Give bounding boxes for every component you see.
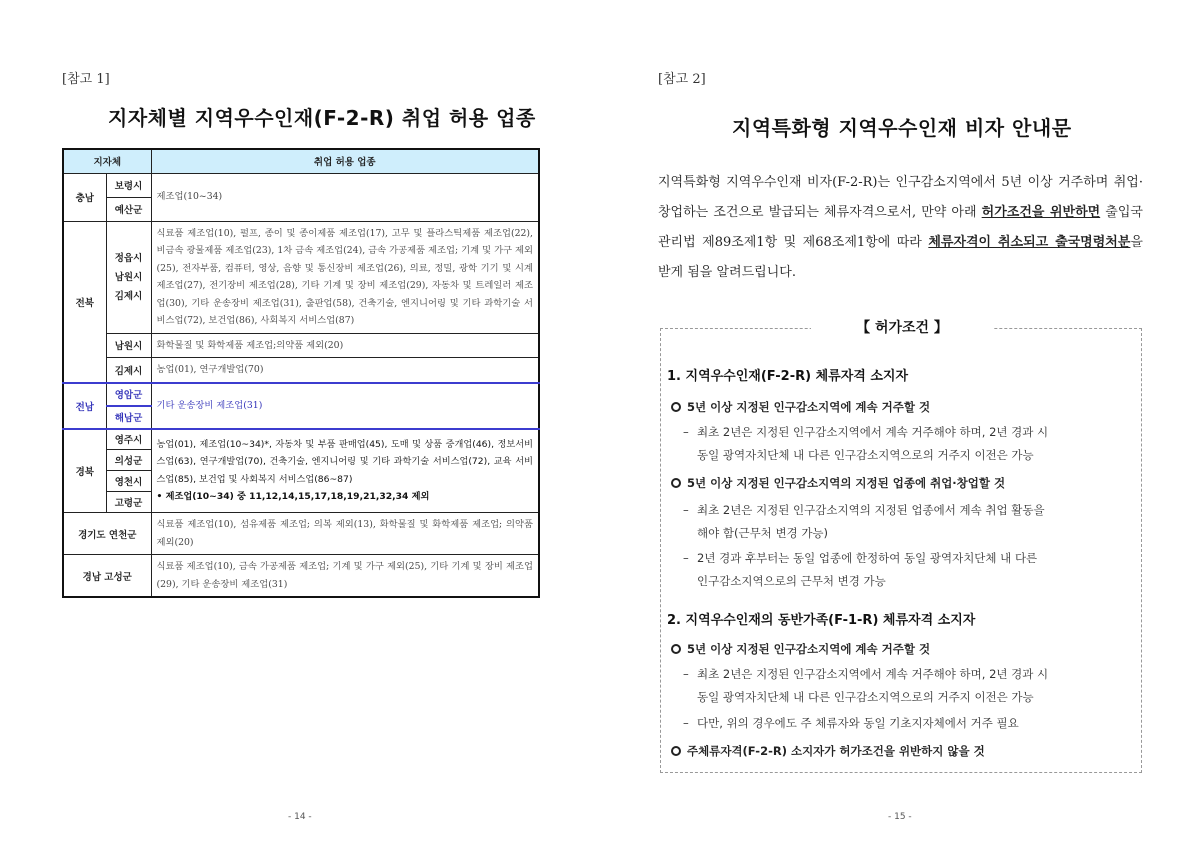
region-cell: 경남 고성군	[63, 555, 151, 598]
bullet-text: 주체류자격(F-2-R) 소지자가 허가조건을 위반하지 않을 것	[687, 744, 985, 758]
province-cell: 전남	[63, 383, 106, 429]
dash-icon: –	[683, 503, 689, 517]
city-cell: 보령시	[106, 173, 151, 197]
circle-bullet-icon	[671, 644, 681, 654]
region-cell: 경기도 연천군	[63, 513, 151, 555]
header-municipality: 지자체	[63, 149, 151, 173]
dash-icon: –	[683, 716, 689, 730]
intro-text: 지역특화형 지역우수인재 비자(F-2-R)는 인구감소지역에서 5년 이상 거주하며 취업·창업하는 조건으로 발급되는 체류자격으로서, 만약 아래	[658, 175, 1143, 220]
city-label: 김제시	[114, 290, 143, 302]
dash-text: 동일 광역자치단체 내 다른 인구감소지역으로의 거주지 이전은 가능	[697, 448, 1034, 462]
dash-icon: –	[683, 551, 689, 565]
table-row-gyeongnam	[63, 555, 539, 598]
table-row-jeonbuk-namwon	[63, 333, 539, 358]
city-cell: 영주시	[106, 429, 151, 450]
province-cell: 충남	[63, 173, 106, 221]
dash-text: 해야 함(근무처 변경 가능)	[697, 526, 829, 540]
dash-text: 인구감소지역으로의 근무처 변경 가능	[697, 574, 886, 588]
conditions-heading: 【 허가조건 】	[811, 317, 993, 337]
industries-cell	[151, 429, 539, 513]
circle-bullet-icon	[671, 746, 681, 756]
table-row-gyeongbuk	[63, 429, 539, 450]
city-cell: 김제시	[106, 358, 151, 383]
dash-text: 최초 2년은 지정된 인구감소지역에서 계속 거주해야 하며, 2년 경과 시	[697, 667, 1049, 681]
dash-text: 동일 광역자치단체 내 다른 인구감소지역으로의 거주지 이전은 가능	[697, 690, 1034, 704]
dash-item	[683, 499, 1135, 545]
city-cell: 고령군	[106, 492, 151, 513]
dash-text: 다만, 위의 경우에도 주 체류자와 동일 기초지자체에서 거주 필요	[697, 716, 1019, 730]
bullet-item	[671, 743, 985, 759]
emphasis-cancellation: 체류자격이 취소되고 출국명령처분	[928, 235, 1131, 250]
industries-text: 농업(01), 제조업(10~34)*, 자동차 및 부품 판매업(45), 도매 및 상품 중개업(46), 정보서비스업(63), 연구개발업(70), 건축기술, 엔지니어링 및 기타 과학기술 서비스업(72), 교육 서비스업(85), 보건업 및 사회복지 서비스업(86~87)	[156, 438, 533, 485]
industries-cell: 식료품 제조업(10), 펄프, 종이 및 종이제품 제조업(17), 고무 및 플라스틱제품 제조업(22), 비금속 광물제품 제조업(23), 1차 금속 제조업(24), 금속 가공제품 제조업; 기계 및 가구 제외(25), 전자부품, 컴퓨터, 영상, 음향 및 통신장비 제조업(26), 의료, 정밀, 광학 기기 및 시계 제조업(27), 전기장비 제조업(28), 기타 기계 및 장비 제조업(29), 자동차 및 트레일러 제조업(30), 기타 운송장비 제조업(31), 출판업(58), 건축기술, 엔지니어링 및 기타 과학기술 서비스업(72), 보건업(86), 사회복지 서비스업(87)	[151, 221, 539, 333]
table-row-jeonbuk-gimje	[63, 358, 539, 383]
city-cell: 의성군	[106, 450, 151, 471]
industries-cell: 식료품 제조업(10), 금속 가공제품 제조업; 기계 및 가구 제외(25), 기타 기계 및 장비 제조업(29), 기타 운송장비 제조업(31)	[151, 555, 539, 598]
industries-cell: 제조업(10~34)	[151, 173, 539, 221]
section-1-title: 1. 지역우수인재(F-2-R) 체류자격 소지자	[667, 369, 909, 384]
circle-bullet-icon	[671, 402, 681, 412]
bullet-text: 5년 이상 지정된 인구감소지역의 지정된 업종에 취업·창업할 것	[687, 476, 1006, 490]
bullet-item	[671, 475, 1005, 491]
city-cell: 남원시	[106, 333, 151, 358]
bullet-text: 5년 이상 지정된 인구감소지역에 계속 거주할 것	[687, 400, 931, 414]
reference-label: [참고 1]	[62, 72, 110, 87]
city-group-cell	[106, 221, 151, 333]
dash-icon: –	[683, 425, 689, 439]
table-row-jeonbuk	[63, 221, 539, 333]
bullet-text: 5년 이상 지정된 인구감소지역에 계속 거주할 것	[687, 642, 931, 656]
intro-text: 출입국관리법 제89조제1항 및 제68조제1항에 따라	[658, 205, 1143, 250]
dash-item	[683, 712, 1135, 735]
industries-cell: 농업(01), 연구개발업(70)	[151, 358, 539, 383]
city-label: 남원시	[114, 271, 143, 283]
dash-item	[683, 547, 1135, 593]
intro-paragraph	[658, 168, 1143, 288]
section-2-title: 2. 지역우수인재의 동반가족(F-1-R) 체류자격 소지자	[667, 613, 976, 628]
table-row-gyeonggi	[63, 513, 539, 555]
bullet-item	[671, 399, 930, 415]
province-cell: 전북	[63, 221, 106, 383]
city-label: 정읍시	[114, 252, 143, 264]
dash-text: 최초 2년은 지정된 인구감소지역에서 계속 거주해야 하며, 2년 경과 시	[697, 425, 1049, 439]
header-industries: 취업 허용 업종	[151, 149, 539, 173]
city-cell: 영암군	[106, 383, 151, 406]
table-row-jeonnam	[63, 383, 539, 406]
province-cell: 경북	[63, 429, 106, 513]
bullet-item	[671, 641, 930, 657]
emphasis-violation: 허가조건을 위반하면	[981, 205, 1101, 220]
page-title: 지역특화형 지역우수인재 비자 안내문	[732, 116, 1072, 140]
conditions-box	[660, 320, 1142, 773]
dash-item	[683, 421, 1135, 467]
dash-text: 최초 2년은 지정된 인구감소지역의 지정된 업종에서 계속 취업 활동을	[697, 503, 1045, 517]
city-cell: 예산군	[106, 197, 151, 221]
reference-label: [참고 2]	[658, 72, 706, 87]
page-number: - 15 -	[888, 812, 912, 822]
dash-item	[683, 663, 1135, 709]
table-header-row	[63, 149, 539, 173]
exclusion-note: • 제조업(10~34) 중 11,12,14,15,17,18,19,21,32,34 제외	[156, 491, 430, 503]
page-number: - 14 -	[288, 812, 312, 822]
page-15	[600, 0, 1200, 849]
industries-cell: 기타 운송장비 제조업(31)	[151, 383, 539, 429]
circle-bullet-icon	[671, 478, 681, 488]
city-cell: 해남군	[106, 406, 151, 429]
industries-cell: 식료품 제조업(10), 섬유제품 제조업; 의복 제외(13), 화학물질 및 화학제품 제조업; 의약품 제외(20)	[151, 513, 539, 555]
page-title: 지자체별 지역우수인재(F-2-R) 취업 허용 업종	[108, 106, 536, 130]
dash-icon: –	[683, 667, 689, 681]
dash-text: 2년 경과 후부터는 동일 업종에 한정하여 동일 광역자치단체 내 다른	[697, 551, 1038, 565]
industries-cell: 화학물질 및 화학제품 제조업;의약품 제외(20)	[151, 333, 539, 358]
city-cell: 영천시	[106, 471, 151, 492]
table-row-chungnam	[63, 173, 539, 197]
industries-table	[62, 148, 540, 598]
intro-text: 을 받게 됨을 알려드립니다.	[658, 235, 1143, 280]
